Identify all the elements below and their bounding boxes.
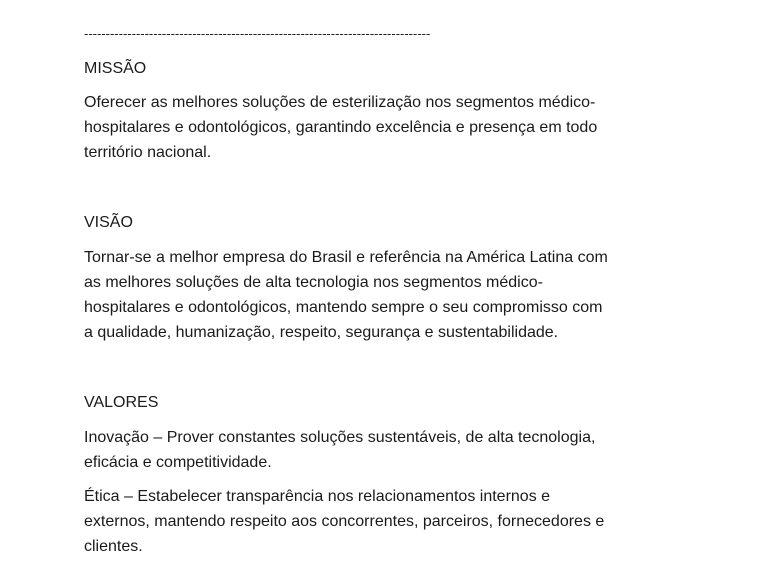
vision-line-1: Tornar-se a melhor empresa do Brasil e referência na América Latina com [84,249,608,266]
mission-line-2: hospitalares e odontológicos, garantindo excelência e presença em todo [84,119,598,136]
values-item-2-line-3: clientes. [84,538,143,555]
mission-heading: MISSÃO [84,60,147,77]
vision-line-2: as melhores soluções de alta tecnologia nos segmentos médico- [84,274,543,291]
mission-line-1: Oferecer as melhores soluções de esterilização nos segmentos médico- [84,94,596,111]
mission-line-3: território nacional. [84,144,212,161]
values-item-2-line-1: Ética – Estabelecer transparência nos relacionamentos internos e [84,488,551,505]
separator-line: -------------------------------------------------------------------------------- [84,26,431,41]
vision-line-3: hospitalares e odontológicos, mantendo sempre o seu compromisso com [84,299,603,316]
values-item-2-line-2: externos, mantendo respeito aos concorrentes, parceiros, fornecedores e [84,513,605,530]
values-item-1-line-2: eficácia e competitividade. [84,454,272,471]
values-heading: VALORES [84,394,159,411]
vision-line-4: a qualidade, humanização, respeito, segurança e sustentabilidade. [84,324,559,341]
vision-heading: VISÃO [84,214,133,231]
values-item-1-line-1: Inovação – Prover constantes soluções sustentáveis, de alta tecnologia, [84,429,596,446]
